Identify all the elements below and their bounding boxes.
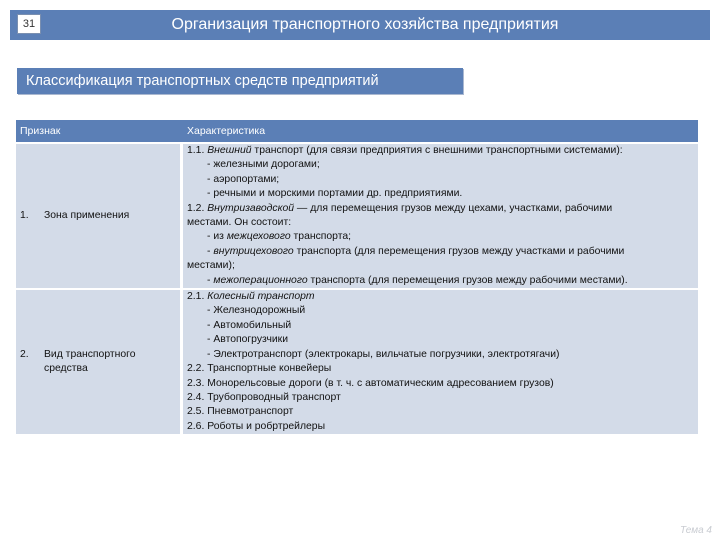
section-title: Классификация транспортных средств предприятий [17, 68, 463, 94]
text-line: местами); [187, 260, 235, 272]
table-row [16, 290, 698, 434]
text-line: - Автомобильный [207, 319, 292, 331]
text-line: - речными и морскими портамии др. предприятиями. [207, 188, 463, 200]
text-line: - межоперационного транспорта (для перемещения грузов между рабочими местами). [207, 274, 628, 286]
text-line: - Железнодорожный [207, 305, 306, 317]
text-line: 2.3. Монорельсовые дороги (в т. ч. с автоматическим адресованием грузов) [187, 377, 554, 389]
text-line: 2.1. Колесный транспорт [187, 291, 315, 303]
table-header-row [16, 120, 698, 144]
text-line: 2.5. Пневмотранспорт [187, 406, 294, 418]
text-line: - железными дорогами; [207, 159, 320, 171]
column-header-feature: Признак [16, 120, 183, 144]
row-label: Зона применения [44, 209, 130, 221]
row-2-characteristic-cell [183, 290, 698, 434]
text-line: - аэропортами; [207, 173, 280, 185]
text-line: - из межцехового транспорта; [207, 231, 352, 243]
page-title: Организация транспортного хозяйства предприятия [171, 16, 559, 33]
row-2-feature-cell [16, 290, 183, 434]
text-line: 2.2. Транспортные конвейеры [187, 363, 332, 375]
column-header-characteristic: Характеристика [183, 120, 698, 144]
row-label: Вид транспортного средства [44, 348, 136, 375]
text-line: местами. Он состоит: [187, 217, 292, 229]
text-line: - Автопогрузчики [207, 334, 289, 346]
text-line: 1.2. Внутризаводской — для перемещения грузов между цехами, участками, рабочими [187, 202, 613, 214]
row-1-feature-cell [16, 144, 183, 290]
slide-number: 31 [17, 14, 41, 34]
row-1-characteristic-cell [183, 144, 698, 290]
row-number: 2. [20, 348, 29, 360]
table-row [16, 144, 698, 290]
text-line: 2.4. Трубопроводный транспорт [187, 391, 341, 403]
text-line: - внутрицехового транспорта (для перемещения грузов между участками и рабочими [207, 245, 625, 257]
text-line: 1.1. Внешний транспорт (для связи предприятия с внешними транспортными системами): [187, 145, 623, 156]
text-line: 2.6. Роботы и робртрейлеры [187, 420, 326, 432]
row-number: 1. [20, 209, 29, 221]
text-line: - Электротранспорт (электрокары, вильчатые погрузчики, электротягачи) [207, 348, 560, 360]
footer-topic: Тема 4 [680, 525, 712, 536]
classification-table [16, 120, 698, 434]
